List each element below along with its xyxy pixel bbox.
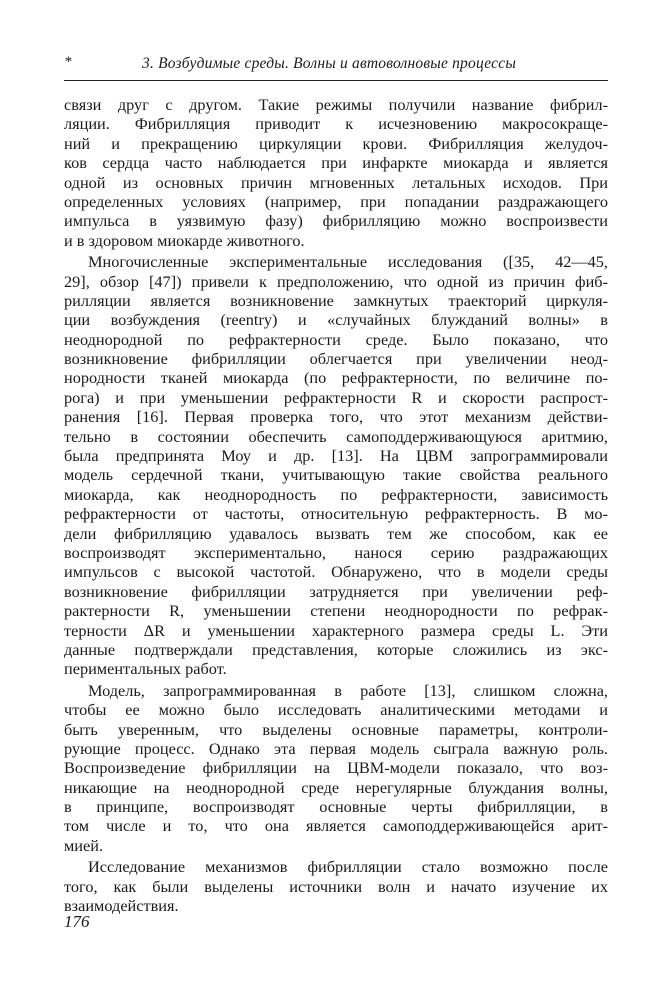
text-line: одной из основных причин мгновенных летальных исходов. При	[64, 172, 608, 192]
running-header	[64, 52, 608, 76]
text-line: возникновение фибрилляции затрудняется при увеличении реф-	[64, 581, 608, 601]
text-line: чтобы ее можно было исследовать аналитическими методами и	[64, 700, 608, 720]
text-line: Исследование механизмов фибрилляции стало возможно после	[88, 857, 608, 877]
text-line: и в здоровом миокарде животного.	[64, 230, 305, 250]
text-line: возникновение фибрилляции облегчается при увеличении неод-	[64, 349, 608, 369]
text-line: воспроизводят экспериментально, нанося серию раздражающих	[64, 542, 608, 562]
paragraph	[64, 681, 608, 856]
text-line: тельно в состоянии обеспечить самоподдерживающуюся аритмию,	[64, 426, 608, 446]
paragraph	[64, 857, 608, 915]
text-line: периментальных работ.	[64, 659, 227, 679]
text-line: импульсов с высокой частотой. Обнаружено, что в модели среды	[64, 562, 608, 582]
text-line: нородности тканей миокарда (по рефрактерности, по величине по-	[64, 368, 608, 388]
paragraph	[64, 95, 608, 250]
header-rule	[64, 80, 608, 81]
text-line: импульса в уязвимую фазу) фибрилляцию можно воспроизвести	[64, 211, 608, 231]
text-line: рующие процесс. Однако эта первая модель сыграла важную роль.	[64, 738, 608, 758]
text-line: неоднородной по рефрактерности среде. Было показано, что	[64, 329, 608, 349]
text-line: никающие на неоднородной среде нерегулярные блуждания волны,	[64, 777, 608, 797]
text-line: быть уверенным, что выделены основные параметры, контроли-	[64, 719, 608, 739]
text-line: взаимодействия.	[64, 896, 179, 916]
text-line: данные подтверждали представления, которые сложились из экс-	[64, 639, 608, 659]
text-line: Многочисленные экспериментальные исследования ([35, 42—45,	[88, 252, 608, 272]
text-line: ков сердца часто наблюдается при инфаркте миокарда и является	[64, 153, 608, 173]
text-line: модель сердечной ткани, учитывающую такие свойства реального	[64, 465, 608, 485]
text-line: была предпринята Моу и др. [13]. На ЦВМ запрограммировали	[64, 446, 608, 466]
text-line: ляции. Фибрилляция приводит к исчезновению макросокраще-	[64, 114, 608, 134]
text-line: ний и прекращению циркуляции крови. Фибрилляция желудоч-	[64, 133, 608, 153]
text-line: миокарда, как неоднородность по рефрактерности, зависимость	[64, 484, 608, 504]
text-line: 29], обзор [47]) привели к предположению, что одной из причин фиб-	[64, 271, 608, 291]
text-line: рефрактерности от частоты, относительную рефрактерность. В мо-	[64, 504, 608, 524]
page-number: 176	[64, 912, 90, 931]
text-line: в принципе, воспроизводят основные черты фибрилляции, в	[64, 797, 608, 817]
text-line: дели фибрилляцию удавалось вызвать тем же способом, как ее	[64, 523, 608, 543]
text-line: рилляции является возникновение замкнутых траекторий циркуля-	[64, 290, 608, 310]
text-line: того, как были выделены источники волн и начато изучение их	[64, 876, 608, 896]
header-asterisk: *	[64, 54, 72, 70]
text-line: связи друг с другом. Такие режимы получили название фибрил-	[64, 95, 608, 114]
text-line: определенных условиях (например, при попадании раздражающего	[64, 191, 608, 211]
text-line: ранения [16]. Первая проверка того, что этот механизм действи-	[64, 407, 608, 427]
text-line: ции возбуждения (reentry) и «случайных блужданий волны» в	[64, 310, 608, 330]
text-line: рактерности R, уменьшении степени неоднородности по рефрак-	[64, 601, 608, 621]
paragraph	[64, 252, 608, 679]
text-line: рога) и при уменьшении рефрактерности R и скорости распрост-	[64, 387, 608, 407]
text-line: терности ΔR и уменьшении характерного размера среды L. Эти	[64, 620, 608, 640]
text-line: Модель, запрограммированная в работе [13], слишком сложна,	[88, 680, 608, 700]
header-chapter-title: 3. Возбудимые среды. Волны и автоволновые процессы	[142, 55, 517, 72]
text-line: Воспроизведение фибрилляции на ЦВМ-модели показало, что воз-	[64, 758, 608, 778]
text-line: мией.	[64, 835, 104, 855]
text-line: том числе и то, что она является самоподдерживающейся арит-	[64, 816, 608, 836]
body-text	[64, 95, 608, 915]
